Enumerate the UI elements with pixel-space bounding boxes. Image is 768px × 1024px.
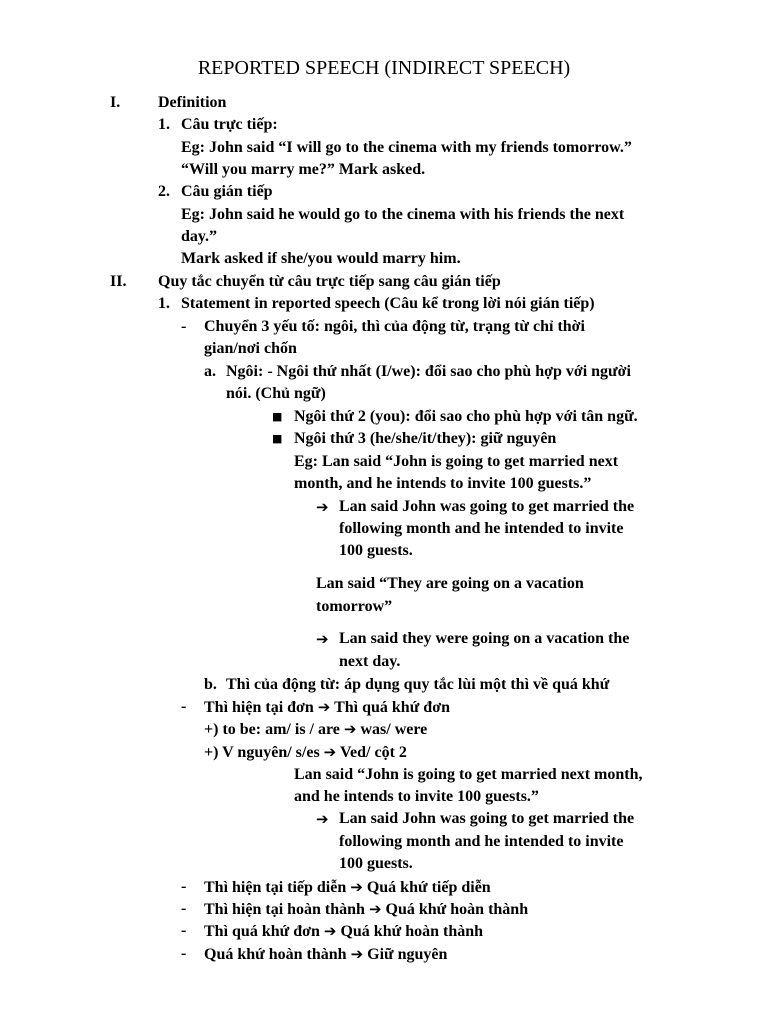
answer-1b: following month and he intended to invite [339, 520, 624, 537]
answer-3a: Lan said John was going to get married the [339, 810, 635, 827]
tense-from: Thì hiện tại đơn [204, 699, 314, 716]
sub-a-letter: a. [204, 363, 216, 380]
dash-bullet: - [181, 318, 187, 335]
example-1b: month, and he intends to invite 100 guests.” [294, 475, 592, 492]
rule-to: was/ were [360, 721, 428, 738]
rule-from: +) V nguyên/ s/es [204, 744, 320, 761]
arrow-right-icon: ➔ [368, 900, 382, 918]
answer-1a: Lan said John was going to get married the [339, 498, 635, 515]
sub-b-tense-rule: Thì của động từ: áp dụng quy tắc lùi một thì về quá khứ [226, 676, 610, 693]
example-direct-1: Eg: John said “I will go to the cinema with my friends tomorrow.” [181, 139, 632, 156]
arrow-right-icon: ➔ [323, 743, 337, 761]
tense-rule-3 [204, 898, 528, 921]
dash-bullet: - [181, 878, 187, 895]
dash-bullet: - [181, 945, 187, 962]
tense-from: Quá khứ hoàn thành [204, 946, 347, 963]
item-2-label: Câu gián tiếp [181, 183, 273, 200]
tense-from: Thì quá khứ đơn [204, 923, 320, 940]
arrow-right-icon: ➔ [316, 498, 329, 516]
bullet-third-person: Ngôi thứ 3 (he/she/it/they): giữ nguyên [294, 430, 557, 447]
tense-to: Quá khứ hoàn thành [340, 923, 484, 940]
point-three-factors-b: gian/nơi chốn [204, 340, 297, 357]
tense-rule-1 [204, 696, 450, 719]
arrow-right-icon: ➔ [316, 810, 329, 828]
dash-bullet: - [181, 900, 187, 917]
tense-rule-5 [204, 943, 447, 966]
section-2-heading: Quy tắc chuyển từ câu trực tiếp sang câu gián tiếp [158, 273, 501, 290]
dash-bullet: - [181, 922, 187, 939]
answer-1c: 100 guests. [339, 542, 413, 559]
section-1-heading: Definition [158, 94, 227, 111]
item-1-number: 1. [158, 116, 170, 133]
tense-rule-2 [204, 876, 491, 899]
example-3b: and he intends to invite 100 guests.” [294, 788, 539, 805]
sub-b-letter: b. [204, 676, 217, 693]
page-title: REPORTED SPEECH (INDIRECT SPEECH) [197, 57, 571, 79]
arrow-right-icon: ➔ [343, 720, 357, 738]
answer-2b: next day. [339, 653, 401, 670]
example-2b: tomorrow” [316, 598, 393, 615]
square-bullet-icon: ■ [272, 432, 283, 445]
tobe-rule [204, 718, 427, 741]
example-indirect-1b: day.” [181, 228, 218, 245]
item-statement-label: Statement in reported speech (Câu kể trong lời nói gián tiếp) [181, 295, 595, 312]
verb-rule [204, 741, 407, 764]
tense-to: Thì quá khứ đơn [334, 699, 450, 716]
square-bullet-icon: ■ [272, 410, 283, 423]
sub-a-person-1: Ngôi: - Ngôi thứ nhất (I/we): đổi sao cho phù hợp với người [226, 363, 631, 380]
arrow-right-icon: ➔ [323, 922, 337, 940]
example-1a: Eg: Lan said “John is going to get married next [294, 453, 619, 470]
rule-to: Ved/ cột 2 [339, 744, 407, 761]
item-2-number: 2. [158, 183, 170, 200]
tense-from: Thì hiện tại tiếp diễn [204, 879, 347, 896]
rule-from: +) to be: am/ is / are [204, 721, 340, 738]
answer-3c: 100 guests. [339, 855, 413, 872]
example-indirect-2: Mark asked if she/you would marry him. [181, 250, 461, 267]
example-3a: Lan said “John is going to get married next month, [294, 766, 643, 783]
example-indirect-1a: Eg: John said he would go to the cinema with his friends the next [181, 206, 625, 223]
point-three-factors-a: Chuyển 3 yếu tố: ngôi, thì của động từ, trạng từ chỉ thời [204, 318, 585, 335]
section-2-numeral: II. [110, 273, 127, 290]
tense-to: Quá khứ tiếp diễn [366, 879, 491, 896]
arrow-right-icon: ➔ [316, 630, 329, 648]
arrow-right-icon: ➔ [317, 698, 331, 716]
item-statement-number: 1. [158, 295, 170, 312]
tense-to: Giữ nguyên [367, 946, 448, 963]
arrow-right-icon: ➔ [350, 945, 364, 963]
tense-from: Thì hiện tại hoàn thành [204, 901, 365, 918]
dash-bullet: - [181, 698, 187, 715]
section-1-numeral: I. [110, 94, 121, 111]
tense-to: Quá khứ hoàn thành [385, 901, 529, 918]
bullet-second-person: Ngôi thứ 2 (you): đổi sao cho phù hợp với tân ngữ. [294, 408, 638, 425]
answer-3b: following month and he intended to invite [339, 833, 624, 850]
example-2a: Lan said “They are going on a vacation [316, 575, 584, 592]
tense-rule-4 [204, 920, 483, 943]
item-1-label: Câu trực tiếp: [181, 116, 278, 133]
answer-2a: Lan said they were going on a vacation the [339, 630, 630, 647]
sub-a-person-1b: nói. (Chủ ngữ) [226, 385, 326, 402]
arrow-right-icon: ➔ [350, 878, 363, 896]
example-direct-2: “Will you marry me?” Mark asked. [181, 161, 426, 178]
